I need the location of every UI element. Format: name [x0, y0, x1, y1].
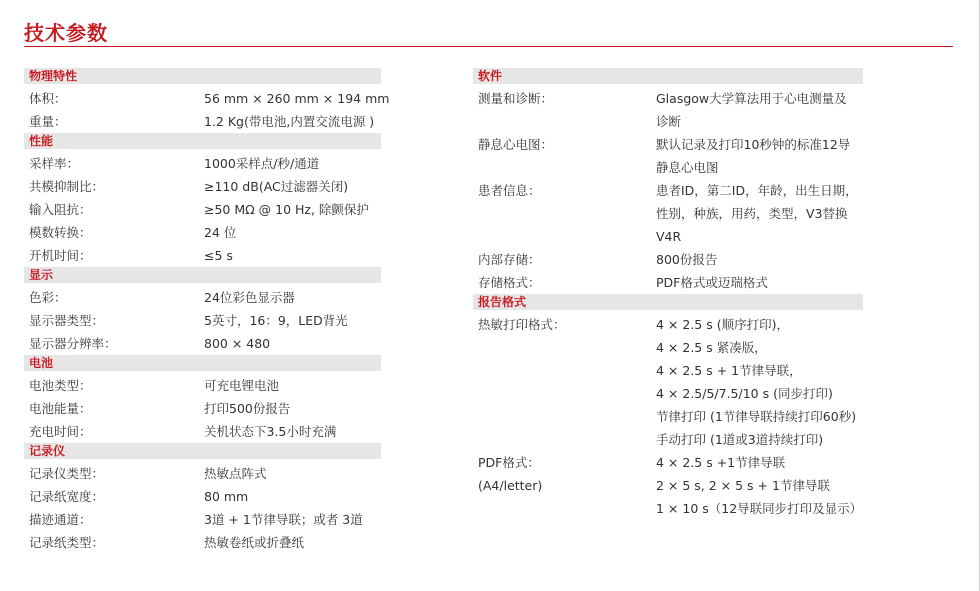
spec-value	[204, 332, 381, 355]
spec-value	[204, 87, 389, 110]
spec-label: 体积：	[29, 91, 67, 106]
spec-label: 内部存储：	[478, 252, 541, 267]
spec-value-line: 热敏卷纸或折叠纸	[204, 535, 305, 550]
left-spec-column	[24, 68, 390, 554]
spec-row	[473, 271, 863, 294]
spec-label: 电池类型：	[29, 378, 92, 393]
spec-label: (A4/letter)	[478, 478, 543, 493]
spec-row	[473, 474, 863, 497]
spec-row	[24, 309, 381, 332]
spec-value	[656, 497, 863, 520]
spec-row	[24, 87, 390, 110]
spec-label: 热敏打印格式：	[478, 317, 566, 332]
spec-value	[204, 420, 381, 443]
spec-label: 描迹通道：	[29, 512, 92, 527]
spec-value-line: 患者ID，第二ID，年龄，出生日期，	[656, 183, 858, 198]
spec-row	[24, 286, 381, 309]
spec-value-line: 4 × 2.5/5/7.5/10 s (同步打印)	[656, 386, 833, 401]
spec-value	[204, 198, 381, 221]
spec-value-line: 性别，种族，用药，类型，V3替换	[656, 206, 848, 221]
spec-value	[204, 152, 381, 175]
spec-value	[204, 397, 381, 420]
spec-value-line: 打印500份报告	[204, 401, 291, 416]
spec-label: 重量：	[29, 114, 67, 129]
spec-row	[24, 198, 381, 221]
spec-value-line: 3道 + 1节律导联；或者 3道	[204, 512, 363, 527]
spec-row	[24, 175, 381, 198]
section-header: 软件	[473, 68, 863, 84]
spec-label: 充电时间：	[29, 424, 92, 439]
spec-value-line: ≥50 MΩ @ 10 Hz, 除颤保护	[204, 202, 369, 217]
spec-value	[204, 485, 381, 508]
title-divider	[24, 46, 953, 47]
spec-row	[473, 133, 863, 179]
spec-value-line: 节律打印 (1节律导联持续打印60秒)	[656, 409, 857, 424]
section-header: 记录仪	[24, 443, 381, 459]
spec-label: 静息心电图：	[478, 137, 554, 152]
spec-value	[204, 244, 381, 267]
spec-row	[473, 497, 863, 520]
spec-value-line: PDF格式或迈瑞格式	[656, 275, 768, 290]
spec-label: 开机时间：	[29, 248, 92, 263]
spec-value-line: 24位彩色显示器	[204, 290, 295, 305]
spec-value	[656, 179, 863, 248]
spec-value	[656, 248, 863, 271]
spec-value-line: 手动打印 (1道或3道持续打印)	[656, 432, 824, 447]
spec-label: 采样率：	[29, 156, 80, 171]
spec-row	[24, 332, 381, 355]
spec-row	[24, 485, 381, 508]
spec-value-line: 1 × 10 s（12导联同步打印及显示）	[656, 501, 863, 516]
spec-label: 显示器类型：	[29, 313, 105, 328]
section-header: 物理特性	[24, 68, 381, 84]
spec-row	[473, 248, 863, 271]
spec-label: 色彩：	[29, 290, 67, 305]
spec-value	[656, 451, 863, 474]
spec-value-line: 4 × 2.5 s 紧凑版，	[656, 340, 767, 355]
spec-row	[473, 451, 863, 474]
spec-row	[24, 221, 381, 244]
spec-value-line: 2 × 5 s, 2 × 5 s + 1节律导联	[656, 478, 830, 493]
spec-value	[204, 508, 381, 531]
spec-value-line: 1.2 Kg(带电池,内置交流电源 )	[204, 114, 375, 129]
spec-label: 记录纸宽度：	[29, 489, 105, 504]
spec-value	[204, 309, 381, 332]
spec-label: 电池能量：	[29, 401, 92, 416]
spec-value	[204, 531, 381, 554]
spec-row	[24, 531, 381, 554]
spec-row	[24, 110, 381, 133]
spec-value-line: 800 × 480	[204, 336, 271, 351]
spec-label	[473, 497, 656, 520]
spec-label: 存储格式：	[478, 275, 541, 290]
spec-row	[24, 508, 381, 531]
spec-label: 共模抑制比：	[29, 179, 105, 194]
page-title: 技术参数	[24, 21, 108, 45]
spec-value	[656, 87, 863, 133]
spec-value-line: 1000采样点/秒/通道	[204, 156, 320, 171]
spec-value	[204, 175, 381, 198]
spec-label: 患者信息：	[478, 183, 541, 198]
spec-label: 记录纸类型：	[29, 535, 105, 550]
spec-row	[24, 244, 381, 267]
spec-value-line: 5英寸，16：9，LED背光	[204, 313, 348, 328]
spec-value-line: 4 × 2.5 s + 1节律导联，	[656, 363, 802, 378]
spec-value	[656, 271, 863, 294]
section-header: 报告格式	[473, 294, 863, 310]
spec-label: 输入阻抗：	[29, 202, 92, 217]
spec-row	[24, 462, 381, 485]
spec-value-line: 80 mm	[204, 489, 249, 504]
spec-row	[473, 313, 863, 451]
spec-label: 记录仪类型：	[29, 466, 105, 481]
spec-value-line: 诊断	[656, 114, 682, 129]
spec-value-line: 800份报告	[656, 252, 718, 267]
section-header: 电池	[24, 355, 381, 371]
spec-row	[24, 152, 381, 175]
spec-value-line: 可充电锂电池	[204, 378, 280, 393]
spec-label: 模数转换：	[29, 225, 92, 240]
spec-label: PDF格式：	[478, 455, 540, 470]
right-spec-column	[473, 68, 863, 520]
spec-row	[24, 420, 381, 443]
spec-value-line: ≥110 dB(AC过滤器关闭)	[204, 179, 349, 194]
spec-value-line: ≤5 s	[204, 248, 233, 263]
spec-row	[473, 179, 863, 248]
spec-value-line: 默认记录及打印10秒钟的标准12导	[656, 137, 851, 152]
spec-value-line: 4 × 2.5 s (顺序打印)，	[656, 317, 789, 332]
spec-row	[473, 87, 863, 133]
spec-label: 测量和诊断：	[478, 91, 554, 106]
spec-value	[656, 133, 863, 179]
spec-row	[24, 397, 381, 420]
spec-value	[656, 474, 863, 497]
spec-value-line: 4 × 2.5 s +1节律导联	[656, 455, 786, 470]
spec-value	[204, 374, 381, 397]
spec-value	[204, 462, 381, 485]
section-header: 性能	[24, 133, 381, 149]
spec-value-line: 56 mm × 260 mm × 194 mm	[204, 91, 390, 106]
spec-row	[24, 374, 381, 397]
spec-value-line: V4R	[656, 229, 682, 244]
spec-value	[204, 110, 381, 133]
spec-value-line: Glasgow大学算法用于心电测量及	[656, 91, 847, 106]
spec-value-line: 24 位	[204, 225, 237, 240]
spec-value-line: 热敏点阵式	[204, 466, 267, 481]
spec-value-line: 关机状态下3.5小时充满	[204, 424, 337, 439]
spec-value	[204, 286, 381, 309]
spec-value-line: 静息心电图	[656, 160, 719, 175]
spec-value	[656, 313, 863, 451]
spec-label: 显示器分辨率：	[29, 336, 117, 351]
section-header: 显示	[24, 267, 381, 283]
spec-value	[204, 221, 381, 244]
